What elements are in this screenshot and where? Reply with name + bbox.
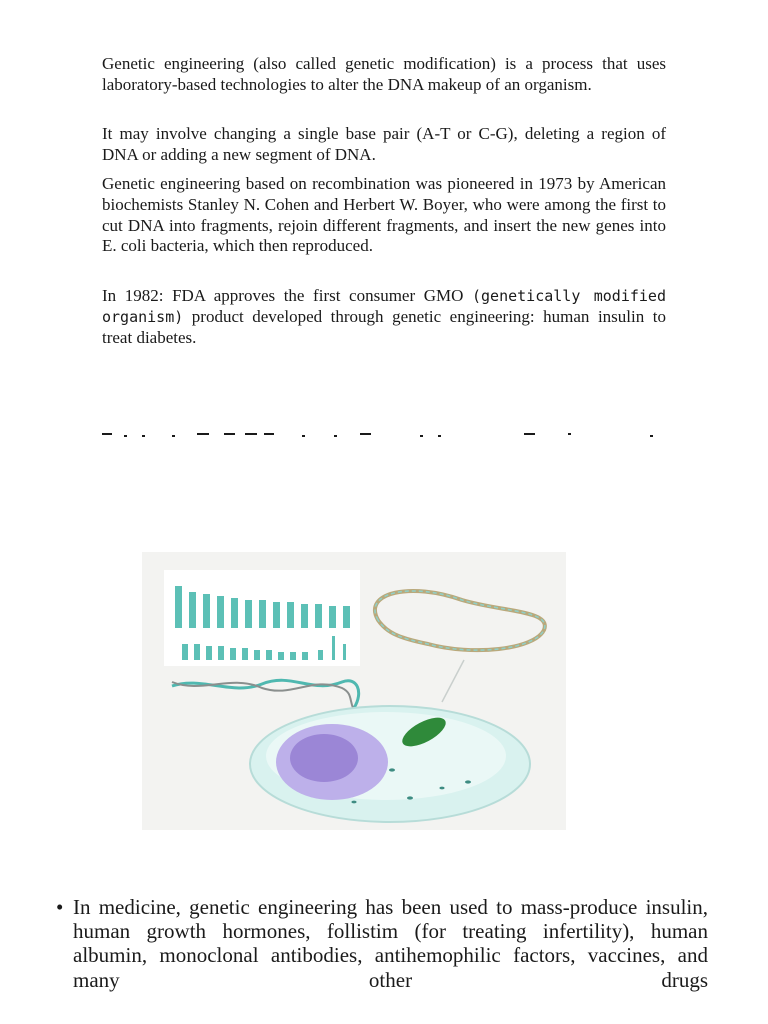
fda-text-start: In 1982: FDA approves the first consumer GMO xyxy=(102,286,472,305)
plasmid-pointer-line xyxy=(442,660,464,702)
bullet-item-medicine: In medicine, genetic engineering has been used to mass-produce insulin, human growth hormones, follistim (for treating infertility), human albumin, monoclonal antibodies, antihemophilic factors, vaccines, and many other drugs xyxy=(73,895,708,992)
plasmid-strand xyxy=(375,591,545,650)
cell-dna-diagram xyxy=(142,552,566,830)
clipped-heading-line xyxy=(102,427,666,437)
nucleolus xyxy=(290,734,358,782)
fda-text-end: product developed through genetic engineering: human insulin to treat diabetes. xyxy=(102,306,666,347)
dna-insertion-illustration xyxy=(142,552,566,830)
gmo-expansion: (genetically modified organism) xyxy=(102,287,666,326)
clipped-glyph-tops xyxy=(102,430,666,437)
paragraph-fda-1982 xyxy=(102,286,666,348)
paragraph-base-pair: It may involve changing a single base pair (A-T or C-G), deleting a region of DNA or adding a new segment of DNA. xyxy=(102,124,666,164)
bullet-marker: • xyxy=(56,895,64,919)
paragraph-definition: Genetic engineering (also called genetic modification) is a process that uses laboratory-based technologies to alter the DNA makeup of an organism. xyxy=(102,54,666,94)
paragraph-recombination-history: Genetic engineering based on recombination was pioneered in 1973 by American biochemists Stanley N. Cohen and Herbert W. Boyer, who were among the first to cut DNA into fragments, rejoin different fragments, and insert the new genes into E. coli bacteria, which then reproduced. xyxy=(102,174,666,256)
